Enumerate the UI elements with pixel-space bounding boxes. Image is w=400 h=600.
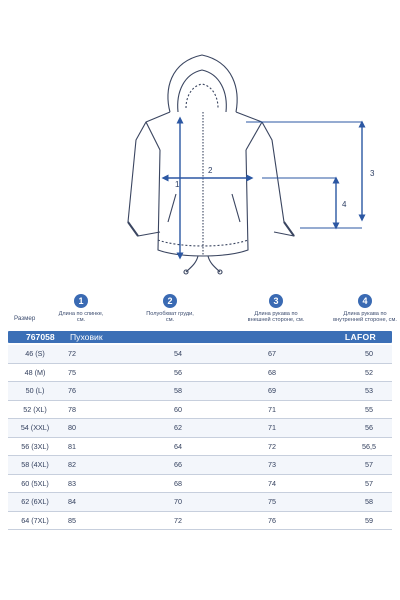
column-header-1 — [55, 290, 107, 324]
number-badge: 2 — [163, 294, 177, 308]
table-row — [8, 456, 392, 475]
back-length-cell: 81 — [68, 441, 76, 451]
size-cell: 48 (M) — [24, 367, 46, 377]
size-cell: 64 (7XL) — [21, 515, 49, 525]
outer-sleeve-cell: 67 — [268, 349, 276, 358]
outer-sleeve-cell: 75 — [268, 497, 276, 506]
half-chest-cell: 60 — [174, 404, 182, 414]
back-length-cell: 85 — [68, 515, 76, 525]
size-cell: 54 (XXL) — [20, 423, 50, 432]
measure-label-2: 2 — [208, 166, 213, 175]
table-row — [8, 419, 392, 438]
half-chest-cell: 72 — [174, 515, 182, 525]
inner-sleeve-cell: 57 — [365, 478, 373, 488]
size-column-header: Размер — [14, 315, 36, 322]
measure-label-3: 3 — [370, 169, 375, 178]
half-chest-cell: 58 — [174, 386, 182, 395]
product-name: Пуховик — [70, 332, 103, 342]
table-row — [8, 438, 392, 457]
back-length-cell: 78 — [68, 404, 76, 414]
outer-sleeve-cell: 74 — [268, 478, 276, 488]
column-header-text: Длина рукава по внутренней стороне, см. — [333, 311, 397, 324]
inner-sleeve-cell: 56,5 — [362, 441, 376, 451]
product-band — [8, 331, 392, 343]
outer-sleeve-cell: 69 — [268, 386, 276, 395]
table-header — [0, 290, 400, 332]
column-header-2 — [142, 290, 198, 324]
outer-sleeve-cell: 72 — [268, 441, 276, 451]
half-chest-cell: 64 — [174, 441, 182, 451]
back-length-cell: 72 — [68, 349, 76, 358]
half-chest-cell: 70 — [174, 497, 182, 506]
outer-sleeve-cell: 71 — [268, 423, 276, 432]
measure-label-1: 1 — [175, 180, 180, 189]
half-chest-cell: 66 — [174, 460, 182, 469]
table-row — [8, 512, 392, 531]
size-table — [8, 345, 392, 530]
inner-sleeve-cell: 53 — [365, 386, 373, 395]
column-header-4 — [332, 290, 398, 324]
jacket-outline — [128, 55, 294, 274]
table-row — [8, 493, 392, 512]
number-badge: 1 — [74, 294, 88, 308]
brand-name: LAFOR — [344, 332, 376, 342]
back-length-cell: 82 — [68, 460, 76, 469]
number-badge: 4 — [358, 294, 372, 308]
number-badge: 3 — [269, 294, 283, 308]
column-header-text: Длина рукава по внешней стороне, см. — [247, 311, 305, 324]
back-length-cell: 80 — [68, 423, 76, 432]
half-chest-cell: 62 — [174, 423, 182, 432]
back-length-cell: 75 — [68, 367, 76, 377]
outer-sleeve-cell: 73 — [268, 460, 276, 469]
half-chest-cell: 56 — [174, 367, 182, 377]
outer-sleeve-cell: 76 — [268, 515, 276, 525]
inner-sleeve-cell: 56 — [365, 423, 373, 432]
size-cell: 58 (4XL) — [21, 460, 49, 469]
jacket-sketch — [0, 0, 400, 290]
outer-sleeve-cell: 68 — [268, 367, 276, 377]
table-row — [8, 382, 392, 401]
inner-sleeve-cell: 57 — [365, 460, 373, 469]
half-chest-cell: 68 — [174, 478, 182, 488]
table-row — [8, 475, 392, 494]
outer-sleeve-cell: 71 — [268, 404, 276, 414]
size-cell: 52 (XL) — [23, 404, 47, 414]
back-length-cell: 84 — [68, 497, 76, 506]
size-cell: 56 (3XL) — [21, 441, 49, 451]
inner-sleeve-cell: 50 — [365, 349, 373, 358]
table-row — [8, 401, 392, 420]
table-row — [8, 345, 392, 364]
size-cell: 50 (L) — [25, 386, 45, 395]
measure-arrows — [165, 120, 362, 256]
size-cell: 46 (S) — [25, 349, 45, 358]
size-cell: 60 (5XL) — [21, 478, 49, 488]
size-cell: 62 (6XL) — [21, 497, 49, 506]
back-length-cell: 83 — [68, 478, 76, 488]
article-number: 767058 — [26, 332, 55, 342]
inner-sleeve-cell: 58 — [365, 497, 373, 506]
column-header-text: Длина по спинке, см. — [58, 311, 104, 324]
column-header-text: Полуобхват груди, см. — [146, 311, 194, 324]
table-row — [8, 364, 392, 383]
inner-sleeve-cell: 52 — [365, 367, 373, 377]
inner-sleeve-cell: 55 — [365, 404, 373, 414]
measure-label-4: 4 — [342, 200, 347, 209]
inner-sleeve-cell: 59 — [365, 515, 373, 525]
column-header-3 — [244, 290, 308, 324]
back-length-cell: 76 — [68, 386, 76, 395]
half-chest-cell: 54 — [174, 349, 182, 358]
